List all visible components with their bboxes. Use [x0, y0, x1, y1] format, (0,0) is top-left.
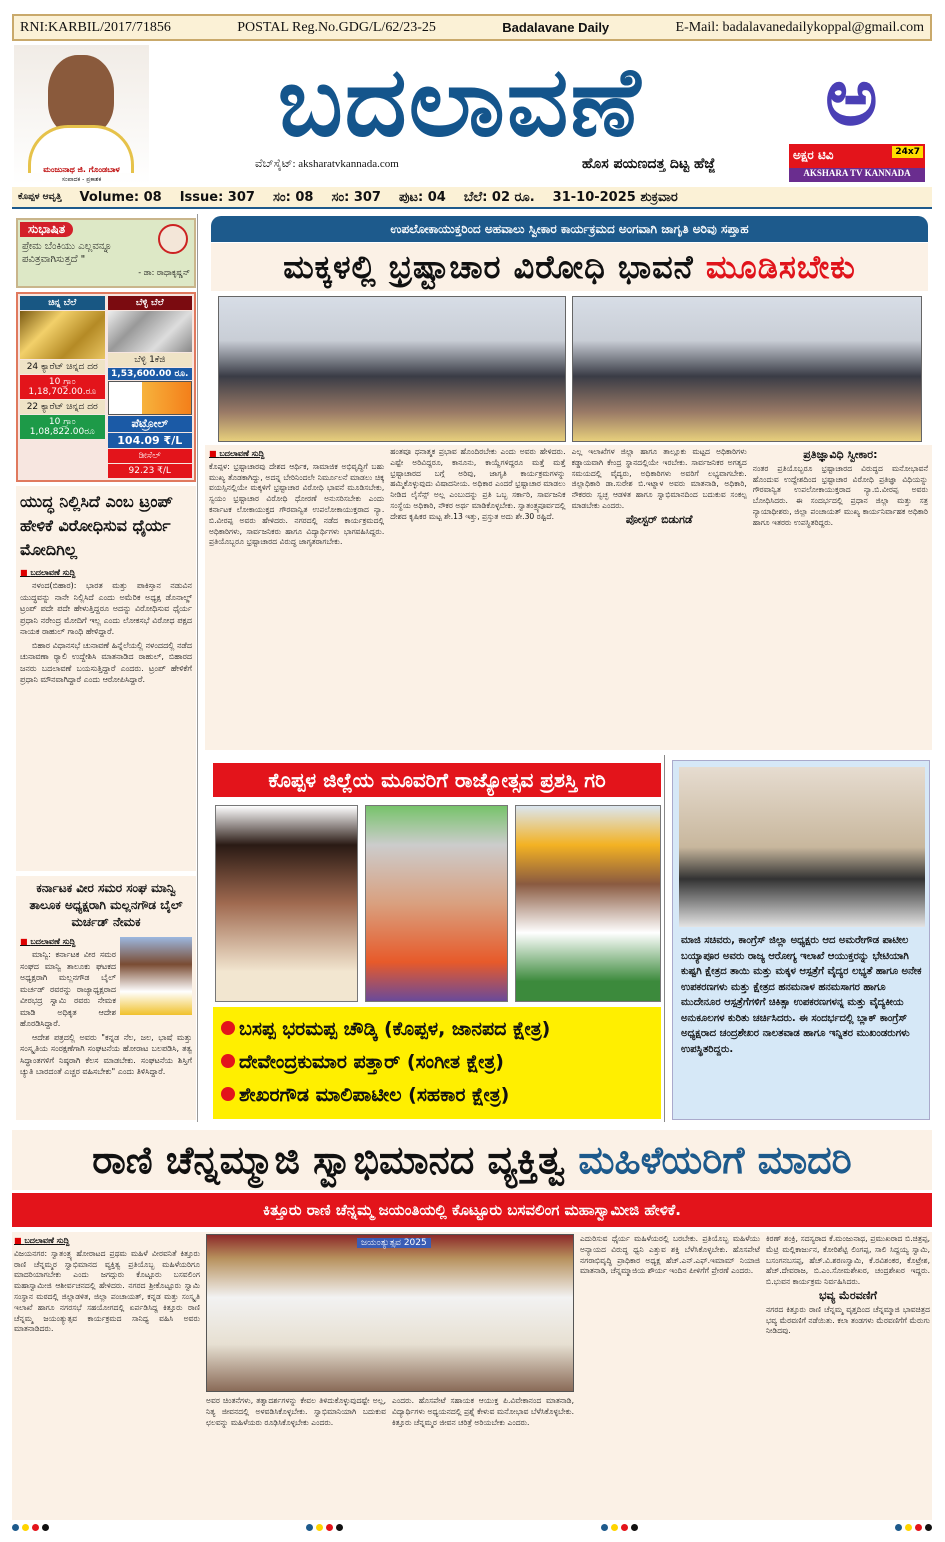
akshara-tv-logo: [785, 52, 927, 184]
registration-dots-mid2: [601, 1524, 638, 1531]
bottom-text: ಅವರ ಚಿಂತನೆಗಳು, ತತ್ವಾದರ್ಶಗಳನ್ನು ಕೇವಲ ತಿಳಿದುಕೊಳ್ಳುವುದಷ್ಟೇ ಅಲ್ಲ, ನಿತ್ಯ ಜೀವನದಲ್ಲಿ ಅಳವಡಿಸಿಕೊಳ್ಳಬೇಕು. ಸ್ವಾಭಿಮಾನಿಯಾಗಿ ಬದುಕುವ ಛಲವನ್ನು ಮಹಿಳೆಯರು ರೂಢಿಸಿಕೊಳ್ಳಬೇಕು ಎಂದರು.: [206, 1396, 386, 1427]
meeting-photo: [679, 767, 925, 927]
issue: Issue: 307: [179, 189, 255, 205]
paper-name-en: Badalavane Daily: [502, 20, 610, 35]
lead-kicker: ಉಪಲೋಕಾಯುಕ್ತರಿಂದ ಅಹವಾಲು ಸ್ವೀಕಾರ ಕಾರ್ಯಕ್ರಮದ ಅಂಗವಾಗಿ ಜಾಗೃತಿ ಅರಿವು ಸಪ್ತಾಹ: [211, 216, 928, 242]
lead-headline[interactable]: [211, 243, 928, 291]
subhashita-box: [16, 218, 196, 288]
bottom-subhead: ಕಿತ್ತೂರು ರಾಣಿ ಚೆನ್ನಮ್ಮ ಜಯಂತಿಯಲ್ಲಿ ಕೊಟ್ಟೂರು ಬಸವಲಿಂಗ ಮಹಾಸ್ವಾಮೀಜಿ ಹೇಳಿಕೆ.: [12, 1193, 932, 1227]
article-veera-samara: [16, 876, 196, 1120]
lead-text: ಕೊಪ್ಪಳ: ಭ್ರಷ್ಟಾಚಾರವು ದೇಶದ ಆರ್ಥಿಕ, ಸಾಮಾಜಿಕ ಅಭಿವೃದ್ಧಿಗೆ ಬಹು ಮುಖ್ಯ ತೊಡಕಾಗಿದ್ದು, ಅದನ್ನ ಬೇರಿನಿಂದಲೇ ನಿರ್ಮೂಲನೆ ಮಾಡಲು ಚಿಕ್ಕ ವಯಸ್ಸಿನಲ್ಲಿಯೇ ಮಕ್ಕಳಿಗೆ ಭ್ರಷ್ಟಾಚಾರ ವಿರೋಧಿ ಭಾವನೆ ಮೂಡಿಸಬೇಕು, ಸ್ವಯಂ ಭ್ರಷ್ಟಾಚಾರ ವಿರೋಧಿ ಧೋರಣೆ ಅನುಸರಿಸಬೇಕು ಎಂದು ಕರ್ನಾಟಕ ಲೋಕಾಯುಕ್ತದ ಗೌರವಾನ್ವಿತ ಉಪಲೋಕಾಯುಕ್ತರಾದ ನ್ಯಾ. ಬಿ.ವೀರಪ್ಪ ಅವರು ಹೇಳಿದರು. ನಗರದಲ್ಲಿ ನಡೆದ ಕಾರ್ಯಕ್ರಮದಲ್ಲಿ ಅಧಿಕಾರಿಗಳು, ಸಾರ್ವಜನಿಕರು ಹಾಗೂ ವಿದ್ಯಾರ್ಥಿಗಳು ಭಾಗವಹಿಸಿದ್ದರು. ಪ್ರತಿಯೊಬ್ಬರೂ ಭ್ರಷ್ಟಾಚಾರದ ವಿರುದ್ಧ ಜಾಗೃತರಾಗಬೇಕು.: [209, 461, 385, 547]
publisher-face: [48, 55, 114, 135]
lead-text: ಹಂತವೂ ಧನಾತ್ಮಕ ಪ್ರಭಾವ ಹೊಂದಿರಬೇಕು ಎಂದು ಅವರು ಹೇಳಿದರು. ಎಷ್ಟೇ ಅರಿವಿದ್ದರೂ, ಕಾನೂನು, ಕಾಯ್ದೆಗಳಿದ್ದರೂ ಮತ್ತೆ ಮತ್ತೆ ಭ್ರಷ್ಟಾಚಾರದ ಬಗ್ಗೆ ಅರಿವು, ಜಾಗೃತಿ ಕಾರ್ಯಕ್ರಮಗಳನ್ನು ಹಮ್ಮಿಕೊಳ್ಳುವುದು ವಿಷಾದನೀಯ. ಅಧಿಕಾರ ಎಂದರೆ ಭ್ರಷ್ಟಾಚಾರ ಮಾಡಲು ನೀಡಿದ ಲೈಸೆನ್ಸ್ ಅಲ್ಲ ಎಂಬುದನ್ನು ಪ್ರತಿ ಒಬ್ಬ ಸರ್ಕಾರಿ, ಸಾರ್ವಜನಿಕ ಸಂಸ್ಥೆಯ ಅಧಿಕಾರಿ, ನೌಕರ ಅರ್ಥ ಮಾಡಿಕೊಳ್ಳಬೇಕು. ಸ್ವಾತಂತ್ರ್ಯಪೂರ್ವದಲ್ಲಿ ದೇಶದ ಕೃಷಿಕರ ಮಟ್ಟ ಶೇ.13 ಇತ್ತು, ಪ್ರಸ್ತುತ ಅದು ಶೇ.30 ರಷ್ಟಿದೆ.: [390, 447, 566, 521]
bottom-column-3: [392, 1396, 574, 1518]
silver-bars-image: [108, 311, 193, 352]
rajyotsava-awards: [205, 755, 665, 1122]
lead-text: ಎಲ್ಲ ಇಲಾಖೆಗಳ ಜಿಲ್ಲಾ ಹಾಗೂ ತಾಲ್ಲೂಕು ಮಟ್ಟದ ಅಧಿಕಾರಿಗಳು ಕಡ್ಡಾಯವಾಗಿ ಕೇಂದ್ರ ಸ್ಥಾನದಲ್ಲಿಯೇ ಇರಬೇಕು. ಸಾರ್ವಜನಿಕರ ಅಗತ್ಯದ ಸಮಯದಲ್ಲಿ ವೈದ್ಯರು, ಅಧಿಕಾರಿಗಳು ಅವರಿಗೆ ಲಭ್ಯವಾಗಬೇಕು. ಜಿಲ್ಲಾಧಿಕಾರಿ ಡಾ.ಸುರೇಶ ಬಿ.ಇಟ್ನಾಳ ಅವರು ಮಾತನಾಡಿ, ಅಧಿಕಾರಿ, ನೌಕರರು ಸ್ವಚ್ಛ ಆಡಳಿತ ಹಾಗೂ ಸ್ವಾಭಿಮಾನದಿಂದ ಬದುಕುವ ಸಂಕಲ್ಪ ಮಾಡಬೇಕು ಎಂದರು.: [571, 447, 747, 510]
registration-dots-mid: [306, 1524, 343, 1531]
lead-photo-lamp-lighting: [218, 296, 566, 442]
registration-dots-left: [12, 1524, 49, 1531]
jayanti-event-photo: [206, 1234, 574, 1392]
issue-info-bar: [12, 187, 932, 209]
article-trump-modi: [16, 486, 196, 871]
bottom-text: ನಗರದ ಕಿತ್ತೂರು ರಾಣಿ ಚೆನ್ನಮ್ಮ ವೃತ್ತದಿಂದ ಚೆನ್ನಮ್ಮಾಜಿ ಭಾವಚಿತ್ರದ ಭವ್ಯ ಮೆರವಣಿಗೆ ನಡೆಯಿತು. ಕಲಾ ತಂಡಗಳು ಮೆರವಣಿಗೆಗೆ ಮೆರುಗು ನೀಡಿದವು.: [766, 1304, 930, 1336]
price-board: [16, 292, 196, 482]
lead-column-2: [390, 447, 565, 748]
footer-dots: [12, 1522, 932, 1532]
bottom-text: ವಿಜಯನಗರ: ಸ್ವಾತಂತ್ರ್ಯ ಹೋರಾಟದ ಪ್ರಥಮ ಮಹಿಳೆ ವೀರವನಿತೆ ಕಿತ್ತೂರು ರಾಣಿ ಚೆನ್ನಮ್ಮರ ಸ್ವಾಭಿಮಾನದ ವ್ಯಕ್ತಿತ್ವ ಪ್ರತಿಯೊಬ್ಬ ಮಹಿಳೆಯರಿಗೂ ಮಾದರಿಯಾಗಬೇಕು ಎಂದು ಜಗದ್ಗುರು ಕೊಟ್ಟೂರು ಬಸವಲಿಂಗ ಮಹಾಸ್ವಾಮೀಜಿ ಆಶೀರ್ವಚನದಲ್ಲಿ ಹೇಳಿದರು. ನಗರದ ಶ್ರೀಕೊಟ್ಟೂರು ಸ್ವಾಮಿ ಸಂಸ್ಥಾನ ಮಠದಲ್ಲಿ ಜಿಲ್ಲಾಡಳಿತ, ಜಿಲ್ಲಾ ಪಂಚಾಯತ್, ಕನ್ನಡ ಮತ್ತು ಸಂಸ್ಕೃತಿ ಇಲಾಖೆ ಹಾಗೂ ನಗರಸಭೆ ಸಹಯೋಗದಲ್ಲಿ ಏರ್ಪಡಿಸಿದ್ದ ಕಿತ್ತೂರು ರಾಣಿ ಚೆನ್ನಮ್ಮ ಜಯಂತ್ಯುತ್ಸವ ಕಾರ್ಯಕ್ರಮದ ಸಾನಿಧ್ಯ ವಹಿಸಿ ಅವರು ಮಾತನಾಡಿದರು.: [14, 1248, 200, 1334]
bottom-headline[interactable]: [12, 1130, 932, 1190]
author-portrait: [158, 224, 188, 254]
registration-dots-right: [895, 1524, 932, 1531]
lead-column-4: [753, 447, 928, 748]
petrol-label: ಪೆಟ್ರೋಲ್: [108, 416, 193, 432]
article-paragraph: ಬಿಹಾರ ವಿಧಾನಸಭೆ ಚುನಾವಣೆ ಹಿನ್ನೆಲೆಯಲ್ಲಿ ನಳಂದದಲ್ಲಿ ನಡೆದ ಚುನಾವಣಾ ರ್‍ಯಾಲಿ ಉದ್ದೇಶಿಸಿ ಮಾತನಾಡಿದ ರಾಹುಲ್, ಬಿಹಾರದ ಜನರು ಬದಲಾವಣೆ ಬಯಸುತ್ತಿದ್ದಾರೆ ಎಂದರು. ಟ್ರಂಪ್ ಹೇಳಿಕೆಗೆ ಪ್ರಧಾನಿ ಮೌನವಾಗಿದ್ದಾರೆ ಎಂದು ಆರೋಪಿಸಿದ್ದಾರೆ.: [20, 640, 192, 684]
gold22-value: 10 ಗ್ರಾಂ 1,08,822.00ರೂ: [20, 415, 105, 439]
lead-column-3: [572, 447, 747, 748]
gold-prices: [20, 296, 105, 478]
gold-label: ಚಿನ್ನ ಬೆಲೆ: [20, 296, 105, 310]
tv-logo-glyph: ಅ: [825, 50, 878, 143]
article-paragraph: ಆದೇಶ ಪತ್ರದಲ್ಲಿ ಅವರು "ಕನ್ನಡ ನೆಲ, ಜಲ, ಭಾಷೆ ಮತ್ತು ಸಂಸ್ಕೃತಿಯ ಸಂರಕ್ಷಣೆಗಾಗಿ ಸಂಘಟನೆಯ ಹೋರಾಟ ಬಲಪಡಿಸಿ, ತತ್ವ ಸಿದ್ಧಾಂತಗಳಿಗೆ ನಿಷ್ಠರಾಗಿ ಕೆಲಸ ಮಾಡಬೇಕು. ಸಂಘಟನೆಯ ಶಿಸ್ತಿಗೆ ಚ್ಯುತಿ ಬಾರದಂತೆ ಎಚ್ಚರ ವಹಿಸಬೇಕು" ಎಂದು ತಿಳಿಸಿದ್ದಾರೆ.: [20, 1032, 192, 1076]
diesel-label: ಡೀಸೆಲ್: [108, 449, 193, 463]
bottom-credit: ■ ಬದಲಾವಣೆ ಸುದ್ದಿ: [14, 1236, 200, 1247]
bottom-story-body: [12, 1232, 932, 1520]
subhashita-label: ಸುಭಾಷಿತ: [20, 222, 73, 237]
tv-logo-red: [789, 144, 925, 168]
gold22-label: 22 ಕ್ಯಾರೆಟ್ ಚಿನ್ನದ ದರ: [20, 400, 105, 414]
winner-item: ಶೇಖರಗೌಡ ಮಾಲಿಪಾಟೀಲ (ಸಹಕಾರ ಕ್ಷೇತ್ರ): [221, 1079, 653, 1112]
silver-label: ಬೆಳ್ಳಿ ಬೆಲೆ: [108, 296, 193, 310]
publisher-role: ಸಂಪಾದಕ - ಪ್ರಕಾಶಕ: [61, 176, 102, 183]
bottom-column-4: [580, 1234, 760, 1518]
email[interactable]: E-Mail: badalavanedailykoppal@gmail.com: [675, 19, 924, 35]
price: ಬೆಲೆ: 02 ರೂ.: [463, 189, 535, 205]
article-paragraph: ಮಾನ್ವಿ: ಕರ್ನಾಟಕ ವೀರ ಸಮರ ಸಂಘದ ಮಾನ್ವಿ ತಾಲೂಕು ಘಟಕದ ಅಧ್ಯಕ್ಷರಾಗಿ ಮಲ್ಲನಗೌಡ ಬೈಲ್ ಮರ್ಚಡ್ ರವರನ್ನು ರಾಜ್ಯಾಧ್ಯಕ್ಷರಾದ ವೀರಭದ್ರ ಸ್ವಾಮಿ ರವರು ನೇಮಕ ಮಾಡಿ ಅಧಿಕೃತ ಆದೇಶ ಹೊರಡಿಸಿದ್ದಾರೆ.: [20, 950, 116, 1028]
winner-photo-3: [515, 805, 661, 1002]
left-column: [12, 214, 198, 1122]
bottom-text: ಕಿರಣ್ ಶಂಕ್ರಿ, ಸದಸ್ಯರಾದ ಕೆ.ಮಂಜುನಾಥ, ಪ್ರಮುಖರಾದ ಬಿ.ಚಿತ್ರಪ್ಪ, ಮೆಟ್ರಿ ಮಲ್ಲಿಕಾರ್ಜುನ, ಕೋರಿಶೆಟ್ಟಿ ಲಿಂಗಪ್ಪ, ಸಾಲಿ ಸಿದ್ದಯ್ಯ ಸ್ವಾಮಿ, ಬಸಂಗನಬಸಪ್ಪ, ಹೆಚ್.ವಿ.ಶರಣಸ್ವಾಮಿ, ಕೆ.ರವಿಶಂಕರ, ಕೊಟ್ರೇಶ, ಹೆಚ್.ದೇವರಾಜ, ಬಿ.ಎಂ.ಸೋಮಶೇಖರ, ಚಂದ್ರಶೇಖರ ಇದ್ದರು. ಬಿ.ಭುವನ ಕಾರ್ಯಕ್ರಮ ನಿರ್ವಹಿಸಿದರು.: [766, 1234, 930, 1287]
publisher-photo: [14, 45, 149, 185]
headline-blue: ಮಹಿಳೆಯರಿಗೆ ಮಾದರಿ: [578, 1138, 852, 1182]
winner-item: ದೇವೇಂದ್ರಕುಮಾರ ಪತ್ತಾರ್ (ಸಂಗೀತ ಕ್ಷೇತ್ರ): [221, 1046, 653, 1079]
gold-bars-image: [20, 311, 105, 359]
article-paragraph: ನಳಂದ(ಬಿಹಾರ): ಭಾರತ ಮತ್ತು ಪಾಕಿಸ್ತಾನ ನಡುವಿನ ಯುದ್ಧವನ್ನು ನಾನೇ ನಿಲ್ಲಿಸಿದೆ ಎಂದು ಅಮೆರಿಕ ಅಧ್ಯಕ್ಷ ಡೊನಾಲ್ಡ್ ಟ್ರಂಪ್ ಪದೇ ಪದೇ ಹೇಳುತ್ತಿದ್ದರೂ ಅದನ್ನು ವಿರೋಧಿಸುವ ಧೈರ್ಯ ಪ್ರಧಾನಿ ನರೇಂದ್ರ ಮೋದಿಗೆ ಇಲ್ಲ ಎಂದು ಲೋಕಸಭೆ ವಿರೋಧ ಪಕ್ಷದ ನಾಯಕ ರಾಹುಲ್ ಗಾಂಧಿ ಹೇಳಿದ್ದಾರೆ.: [20, 581, 192, 636]
postal-reg: POSTAL Reg.No.GDG/L/62/23-25: [237, 19, 436, 35]
winner-item: ಬಸಪ್ಪ ಭರಮಪ್ಪ ಚೌಡ್ಕಿ (ಕೊಪ್ಪಳ, ಜಾನಪದ ಕ್ಷೇತ್ರ): [221, 1013, 653, 1046]
sam2: ಸಂ: 307: [331, 189, 381, 205]
masthead-title: ಬದಲಾವಣೆ: [277, 46, 643, 158]
tagline: ಹೊಸ ಪಯಣದತ್ತ ದಿಟ್ಟ ಹೆಜ್ಜೆ: [582, 156, 716, 172]
lead-story-body: [205, 445, 932, 750]
article-headline[interactable]: ಕರ್ನಾಟಕ ವೀರ ಸಮರ ಸಂಘ ಮಾನ್ವಿ ತಾಲೂಕ ಅಧ್ಯಕ್ಷರಾಗಿ ಮಲ್ಲನಗೌಡ ಬೈಲ್ ಮರ್ಚಡ್ ನೇಮಕ: [29, 881, 183, 929]
subhashita-author: - ಡಾ: ರಾಧಾಕೃಷ್ಣನ್: [138, 268, 190, 277]
silver-value: 1,53,600.00 ರೂ.: [108, 368, 193, 380]
lead-photo-pledge: [572, 296, 922, 442]
brief-text: ಮಾಜಿ ಸಚಿವರು, ಕಾಂಗ್ರೆಸ್ ಜಿಲ್ಲಾ ಅಧ್ಯಕ್ಷರು ಆದ ಅಮರೇಗೌಡ ಪಾಟೀಲ ಬಯ್ಯಾಪೂರ ಅವರು ರಾಜ್ಯ ಆರೋಗ್ಯ ಇಲಾಖೆ ಆಯುಕ್ತರನ್ನು ಭೇಟಿಯಾಗಿ ಕುಷ್ಟಗಿ ಕ್ಷೇತ್ರದ ತಾಯಿ ಮತ್ತು ಮಕ್ಕಳ ಆಸ್ಪತ್ರೆಗೆ ವೈದ್ಯರ ಲಭ್ಯತೆ ಹಾಗೂ ಅನೇಕ ಉಪಕರಣಗಳು ಮತ್ತು ಕ್ಷೇತ್ರದ ಹನಮನಾಳ ಹನಮಸಾಗರ ಹಾಗೂ ಮುದೇನೂರ ಆಸ್ಪತ್ರೆಗೆಗಳಿಗೆ ಚಿಕಿತ್ಸಾ ಉಪಕರಣಗಳನ್ನ ಮತ್ತು ವೈದ್ಯಕೀಯ ಅನುಕೂಲಗಳ ಕುರಿತು ಚರ್ಚಿಸಿದರು. ಈ ಸಂದರ್ಭದಲ್ಲಿ ಬ್ಲಾಕ್ ಕಾಂಗ್ರೆಸ್ ಅಧ್ಯಕ್ಷರಾದ ಚಂದ್ರಶೇಖರ ನಾಲತವಾಡ ಹಾಗೂ ಇನ್ನಿತರ ಮುಖಂಡರುಗಳು ಉಪಸ್ಥಿತರಿದ್ದರು.: [681, 935, 922, 1055]
headline-black: ರಾಣಿ ಚೆನ್ನಮ್ಮಾಜಿ ಸ್ವಾಭಿಮಾನದ ವ್ಯಕ್ತಿತ್ವ: [92, 1138, 566, 1182]
date: 31-10-2025 ಶುಕ್ರವಾರ: [552, 189, 678, 205]
subhead-pledge: ಪ್ರತಿಜ್ಞಾವಿಧಿ ಸ್ವೀಕಾರ:: [803, 448, 878, 461]
sam1: ಸಂ: 08: [272, 189, 314, 205]
bottom-column-5: [766, 1234, 930, 1518]
health-meeting-brief: [672, 760, 930, 1120]
lead-text: ನಂತರ ಪ್ರತಿಯೊಬ್ಬರೂ ಭ್ರಷ್ಟಾಚಾರದ ವಿರುದ್ಧದ ಮನೋಭಾವನೆ ಹೊಂದುವ ಉದ್ದೇಶದಿಂದ ಭ್ರಷ್ಟಾಚಾರ ವಿರೋಧಿ ಪ್ರತಿಜ್ಞಾ ವಿಧಿಯನ್ನು ಗೌರವಾನ್ವಿತ ಉಪಲೋಕಾಯುಕ್ತರಾದ ನ್ಯಾ.ಬಿ.ವೀರಪ್ಪ ಅವರು ಬೋಧಿಸಿದರು. ಈ ಸಂದರ್ಭದಲ್ಲಿ ಪ್ರಧಾನ ಜಿಲ್ಲಾ ಮತ್ತು ಸತ್ರ ನ್ಯಾಯಾಧೀಶರು, ಜಿಲ್ಲಾ ಪಂಚಾಯತ್ ಮುಖ್ಯ ಕಾರ್ಯನಿರ್ವಾಹಕ ಅಧಿಕಾರಿ ಹಾಗೂ ಇತರರು ಉಪಸ್ಥಿತರಿದ್ದರು.: [752, 463, 928, 527]
lead-column-1: [209, 447, 384, 748]
subhashita-quote: ಪ್ರೇಮ ಬೆಂಕಿಯು ಎಲ್ಲವನ್ನೂ ಪವಿತ್ರವಾಗಿಸುತ್ತದೆ ": [22, 241, 113, 265]
silver-unit: ಬೆಳ್ಳಿ 1ಕೆಜಿ: [108, 353, 193, 367]
article-credit: ■ ಬದಲಾವಣೆ ಸುದ್ದಿ: [20, 937, 192, 947]
winner-photo-2: [365, 805, 508, 1002]
registration-strip: [12, 14, 932, 41]
gold24-label: 24 ಕ್ಯಾರೆಟ್ ಚಿನ್ನದ ದರ: [20, 360, 105, 374]
gold24-value: 10 ಗ್ರಾಂ 1,18,702.00.ರೂ: [20, 375, 105, 399]
bottom-column-1: [14, 1234, 200, 1518]
photo-banner-text: ಜಯಂತ್ಯುತ್ಸವ 2025: [357, 1238, 431, 1248]
volume: Volume: 08: [79, 189, 162, 205]
article-photo: [120, 937, 192, 1015]
headline-red: ಮೂಡಿಸಬೇಕು: [705, 248, 856, 286]
publisher-name: ಮಂಜುನಾಥ ಜಿ. ಗೊಂಡಬಾಳ: [43, 165, 120, 174]
winner-photo-1: [215, 805, 358, 1002]
article-headline[interactable]: ಯುದ್ಧ ನಿಲ್ಲಿಸಿದೆ ಎಂಬ ಟ್ರಂಪ್ ಹೇಳಿಕೆ ವಿರೋಧಿಸುವ ಧೈರ್ಯ ಮೋದಿಗಿಲ್ಲ: [20, 492, 173, 559]
pages: ಪುಟ: 04: [398, 189, 446, 205]
awards-title: ಕೊಪ್ಪಳ ಜಿಲ್ಲೆಯ ಮೂವರಿಗೆ ರಾಜ್ಯೋತ್ಸವ ಪ್ರಶಸ್ತಿ ಗರಿ: [213, 763, 661, 797]
headline-black: ಮಕ್ಕಳಲ್ಲಿ ಭ್ರಷ್ಟಾಚಾರ ವಿರೋಧಿ ಭಾವನೆ: [283, 248, 694, 286]
fuel-pump-icon: [108, 381, 193, 415]
tv-badge: 24x7: [892, 146, 923, 158]
lead-credit: ■ ಬದಲಾವಣೆ ಸುದ್ದಿ: [209, 449, 384, 460]
tv-brand-en: AKSHARA TV KANNADA: [789, 168, 925, 182]
winner-list: [213, 1007, 661, 1119]
subhead-procession: ಭವ್ಯ ಮೆರವಣಿಗೆ: [819, 1288, 877, 1302]
diesel-value: 92.23 ₹/L: [108, 464, 193, 478]
subhead-poster: ಪೋಸ್ಟರ್ ಬಿಡುಗಡೆ: [625, 512, 693, 526]
bottom-text: ಎಂದರು. ಹೊಸಪೇಟೆ ಸಹಾಯಕ ಆಯುಕ್ತ ಪಿ.ವಿವೇಕಾನಂದ ಮಾತನಾಡಿ, ವಿದ್ಯಾರ್ಥಿಗಳು ಅಧ್ಯಯನದಲ್ಲಿ ಪ್ರಶ್ನೆ ಕೇಳುವ ಮನೋಭಾವ ಬೆಳೆಸಿಕೊಳ್ಳಬೇಕು. ಕಿತ್ತೂರು ಚೆನ್ನಮ್ಮರ ಜೀವನ ಚರಿತ್ರೆ ಅರಿಯಬೇಕು ಎಂದರು.: [392, 1396, 574, 1427]
bottom-text: ಎದುರಿಸುವ ಧೈರ್ಯ ಮಹಿಳೆಯರಲ್ಲಿ ಬರಬೇಕು. ಪ್ರತಿಯೊಬ್ಬ ಮಹಿಳೆಯು ಅನ್ಯಾಯದ ವಿರುದ್ಧ ಧ್ವನಿ ಎತ್ತುವ ಶಕ್ತಿ ಬೆಳೆಸಿಕೊಳ್ಳಬೇಕು. ಹೊಸಪೇಟೆ ನಗರಾಭಿವೃದ್ಧಿ ಪ್ರಾಧಿಕಾರ ಅಧ್ಯಕ್ಷ ಹೆಚ್.ಎನ್.ಎಫ್.ಇಮಾಮ್ ನಿಯಾಜಿ ಮಾತನಾಡಿ, ಚೆನ್ನಮ್ಮಾಜಿಯ ಶೌರ್ಯ ಇಂದಿನ ಪೀಳಿಗೆಗೆ ಪ್ರೇರಣೆ ಎಂದರು.: [580, 1234, 760, 1276]
silver-fuel-prices: [108, 296, 193, 478]
tv-brand-kn: ಅಕ್ಷರ ಟಿವಿ: [793, 148, 834, 162]
website[interactable]: ವೆಬ್‌ಸೈಟ್: aksharatvkannada.com: [255, 158, 399, 170]
edition: ಕೊಪ್ಪಳ ಆವೃತ್ತಿ: [18, 192, 62, 202]
rni-number: RNI:KARBIL/2017/71856: [20, 19, 171, 35]
bottom-column-2: [206, 1396, 386, 1518]
article-credit: ■ ಬದಲಾವಣೆ ಸುದ್ದಿ: [20, 568, 192, 578]
petrol-value: 104.09 ₹/L: [108, 433, 193, 448]
